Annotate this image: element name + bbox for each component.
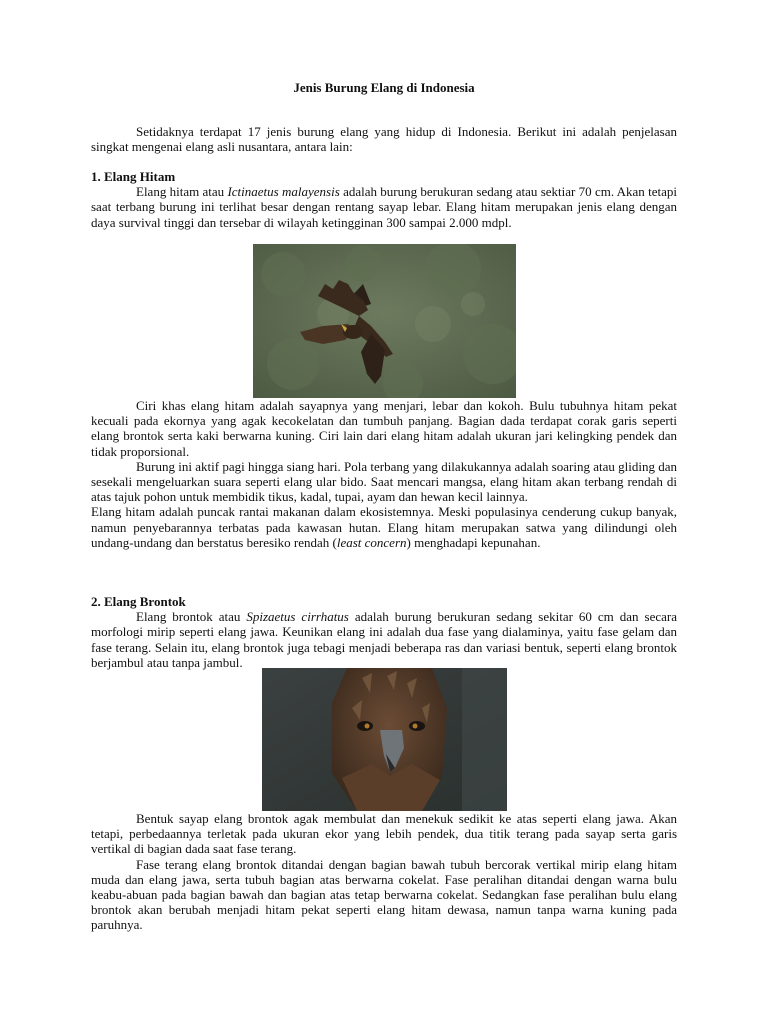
section-heading-elang-hitam: 1. Elang Hitam xyxy=(91,169,176,184)
paragraph-text: Elang hitam adalah puncak rantai makanan dalam ekosistemnya. Meski populasinya cenderung cukup banyak, namun penyebarannya terbatas pada kawasan hutan. Elang hitam merupakan satwa yang dilindungi oleh undang-undang dan berstatus beresiko rendah ( xyxy=(91,504,677,550)
paragraph: Fase terang elang brontok ditandai dengan bagian bawah tubuh bercorak vertikal mirip elang hitam muda dan elang jawa, serta tubuh bagian atas berwarna cokelat. Fase peralihan ditandai dengan warna bulu keabu-abuan pada bagian bawah dan bagian atas tetap berwarna cokelat. Sedangkan fase peralihan bulu elang brontok akan berubah menjadi hitam pekat seperti elang hitam dewasa, namun tanpa warna kuning pada paruhnya. xyxy=(91,856,677,933)
paragraph: Ciri khas elang hitam adalah sayapnya yang menjari, lebar dan kokoh. Bulu tubuhnya hitam pekat kecuali pada ekornya yang agak kecokelatan dan tumbuh panjang. Bagian dada terdapat corak garis seperti elang brontok serta kaki berwarna kuning. Ciri lain dari elang hitam adalah ukuran jari kelingking pendek dan tidak proporsional. xyxy=(91,398,677,459)
eagle-portrait-photo xyxy=(262,668,507,811)
paragraph xyxy=(91,184,677,230)
section-heading-elang-brontok: 2. Elang Brontok xyxy=(91,594,186,609)
intro-paragraph: Setidaknya terdapat 17 jenis burung elang yang hidup di Indonesia. Berikut ini adalah penjelasan singkat mengenai elang asli nusantara, antara lain: xyxy=(91,124,677,155)
section-elang-hitam xyxy=(91,169,677,230)
section-elang-brontok-continued xyxy=(91,811,677,933)
eagle-portrait-image xyxy=(262,668,507,811)
paragraph-text: ) menghadapi kepunahan. xyxy=(406,534,541,550)
flying-eagle-photo xyxy=(253,244,516,398)
paragraph: Bentuk sayap elang brontok agak membulat dan menekuk sedikit ke atas seperti elang jawa. Akan tetapi, perbedaannya terletak pada ukuran ekor yang lebih pendek, dua titik terang pada sayap serta garis vertikal di bagian dada saat fase terang. xyxy=(91,811,677,857)
document-title: Jenis Burung Elang di Indonesia xyxy=(293,80,475,95)
section-elang-hitam-continued xyxy=(91,398,677,550)
scientific-name: Spizaetus cirrhatus xyxy=(246,609,349,625)
intro-block xyxy=(91,124,677,154)
paragraph-text: adalah burung berukuran sedang atau sektiar 70 cm. Akan tetapi saat terbang burung ini terlihat besar dengan rentang sayap lebar. Elang hitam merupakan jenis elang dengan daya survival tinggi dan tersebar di wilayah ketingginan 300 sampai 2.000 mdpl. xyxy=(91,184,677,230)
paragraph: Burung ini aktif pagi hingga siang hari. Pola terbang yang dilakukannya adalah soaring atau gliding dan sesekali mengeluarkan suara seperti elang ular bido. Saat mencari mangsa, elang hitam akan terbang rendah di atas tajuk pohon untuk membidik tikus, kadal, tupai, ayam dan hewan kecil lainnya. xyxy=(91,458,677,505)
scientific-name: Ictinaetus malayensis xyxy=(227,184,340,200)
paragraph-text: Elang brontok atau xyxy=(136,609,247,625)
paragraph-text: adalah burung berukuran sedang sekitar 60 cm dan secara morfologi mirip seperti elang jawa. Keunikan elang ini adalah dua fase yang dialaminya, yaitu fase gelam dan fase terang. Selain itu, elang brontok juga tebagi menjadi beberapa ras dan variasi bentuk, seperti elang brontok berjambul atau tanpa jambul. xyxy=(91,609,677,670)
flying-eagle-image xyxy=(253,244,516,398)
section-elang-brontok xyxy=(91,594,677,670)
paragraph-text: Elang hitam atau xyxy=(136,184,228,200)
paragraph xyxy=(91,504,677,550)
status-term: least concern xyxy=(336,534,407,550)
paragraph xyxy=(91,609,677,670)
